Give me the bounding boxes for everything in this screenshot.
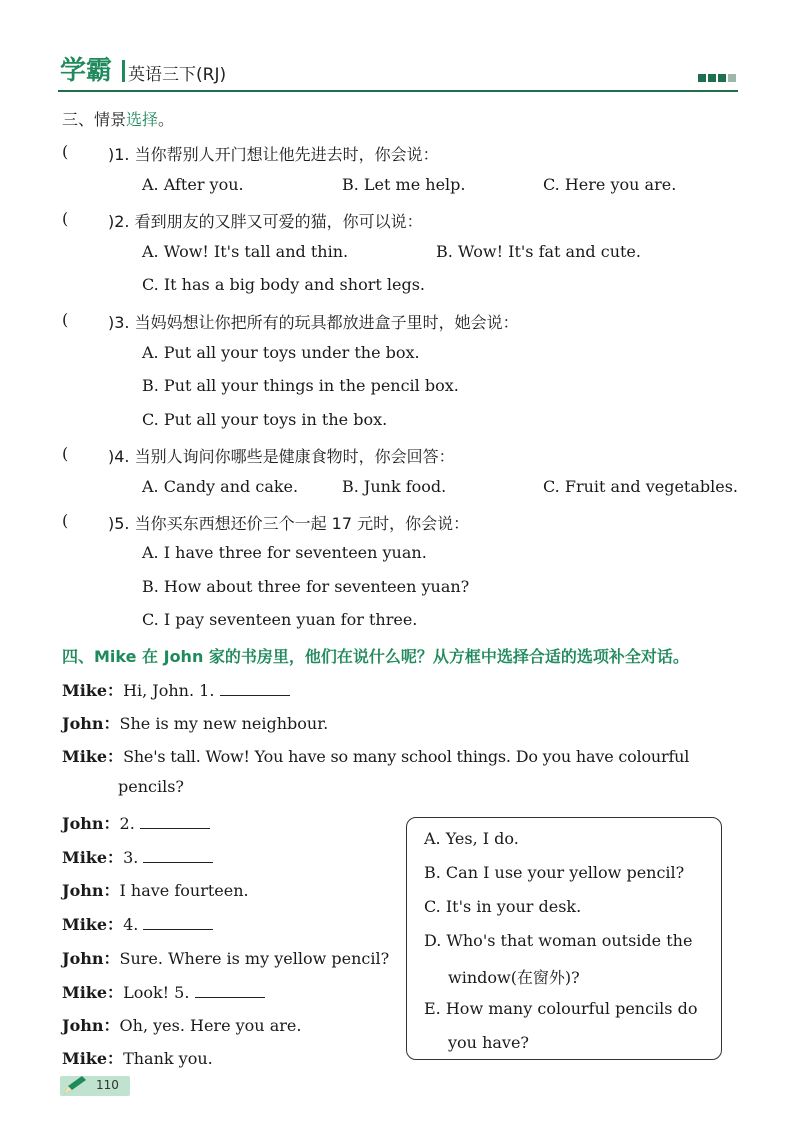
section3-title: 三、情景选择。 (62, 110, 175, 129)
option: A. Candy and cake. (142, 477, 299, 496)
option: C. It has a big body and short legs. (142, 275, 425, 294)
book-title: 英语三下(RJ) (128, 65, 227, 85)
box-option: B. Can I use your yellow pencil? (424, 863, 685, 882)
dialogue-line: Mike：4. (62, 912, 213, 935)
dialogue-line: Mike：Hi, John. 1. (62, 678, 290, 701)
answer-blank[interactable] (220, 681, 290, 696)
option: C. I pay seventeen yuan for three. (142, 610, 418, 629)
answer-blank[interactable] (195, 983, 265, 998)
box-option: C. It's in your desk. (424, 897, 582, 916)
question-stem: )2. 看到朋友的又胖又可爱的猫，你可以说： (108, 212, 423, 231)
question-stem: )4. 当别人询问你哪些是健康食物时，你会回答： (108, 447, 455, 466)
option: B. Put all your things in the pencil box. (142, 376, 459, 395)
dialogue-line: John：2. (62, 811, 210, 834)
header-square-2 (708, 74, 716, 82)
question-stem: )5. 当你买东西想还价三个一起 17 元时，你会说： (108, 514, 470, 533)
answer-paren: ( (62, 142, 69, 161)
header-rule (58, 90, 738, 92)
option: B. How about three for seventeen yuan? (142, 577, 470, 596)
box-option: A. Yes, I do. (424, 829, 519, 848)
header-square-3 (718, 74, 726, 82)
option: A. Put all your toys under the box. (142, 343, 420, 362)
dialogue-line: pencils? (118, 777, 184, 796)
option: B. Wow! It's fat and cute. (436, 242, 641, 261)
box-option: E. How many colourful pencils do (424, 999, 698, 1018)
answer-blank[interactable] (143, 915, 213, 930)
answer-blank[interactable] (143, 848, 213, 863)
dialogue-line: Mike：She's tall. Wow! You have so many school things. Do you have colourful (62, 747, 690, 766)
dialogue-line: Mike：3. (62, 845, 213, 868)
question-stem: )3. 当妈妈想让你把所有的玩具都放进盒子里时，她会说： (108, 313, 519, 332)
dialogue-line: John：I have fourteen. (62, 881, 249, 900)
dialogue-line: Mike：Look! 5. (62, 980, 265, 1003)
option: B. Let me help. (342, 175, 466, 194)
box-option: you have? (448, 1033, 529, 1052)
header-divider (122, 60, 125, 82)
answer-paren: ( (62, 444, 69, 463)
page-number: 110 (96, 1078, 119, 1092)
option: B. Junk food. (342, 477, 447, 496)
dialogue-line: John：She is my new neighbour. (62, 714, 329, 733)
dialogue-line: Mike：Thank you. (62, 1049, 213, 1068)
box-option: window(在窗外)? (448, 968, 580, 987)
dialogue-line: John：Sure. Where is my yellow pencil? (62, 949, 390, 968)
answer-paren: ( (62, 209, 69, 228)
option: A. After you. (142, 175, 244, 194)
option: A. I have three for seventeen yuan. (142, 543, 427, 562)
header-square-4 (728, 74, 736, 82)
pencil-icon (62, 1074, 88, 1096)
logo: 学霸 (60, 56, 113, 86)
header-square-1 (698, 74, 706, 82)
option: A. Wow! It's tall and thin. (142, 242, 349, 261)
answer-blank[interactable] (140, 814, 210, 829)
box-option: D. Who's that woman outside the (424, 931, 693, 950)
option: C. Here you are. (543, 175, 677, 194)
section4-title: 四、Mike 在 John 家的书房里，他们在说什么呢？从方框中选择合适的选项补全对话。 (62, 647, 689, 666)
option: C. Fruit and vegetables. (543, 477, 739, 496)
question-stem: )1. 当你帮别人开门想让他先进去时，你会说： (108, 145, 439, 164)
dialogue-line: John：Oh, yes. Here you are. (62, 1016, 302, 1035)
answer-paren: ( (62, 310, 69, 329)
option: C. Put all your toys in the box. (142, 410, 388, 429)
answer-paren: ( (62, 511, 69, 530)
